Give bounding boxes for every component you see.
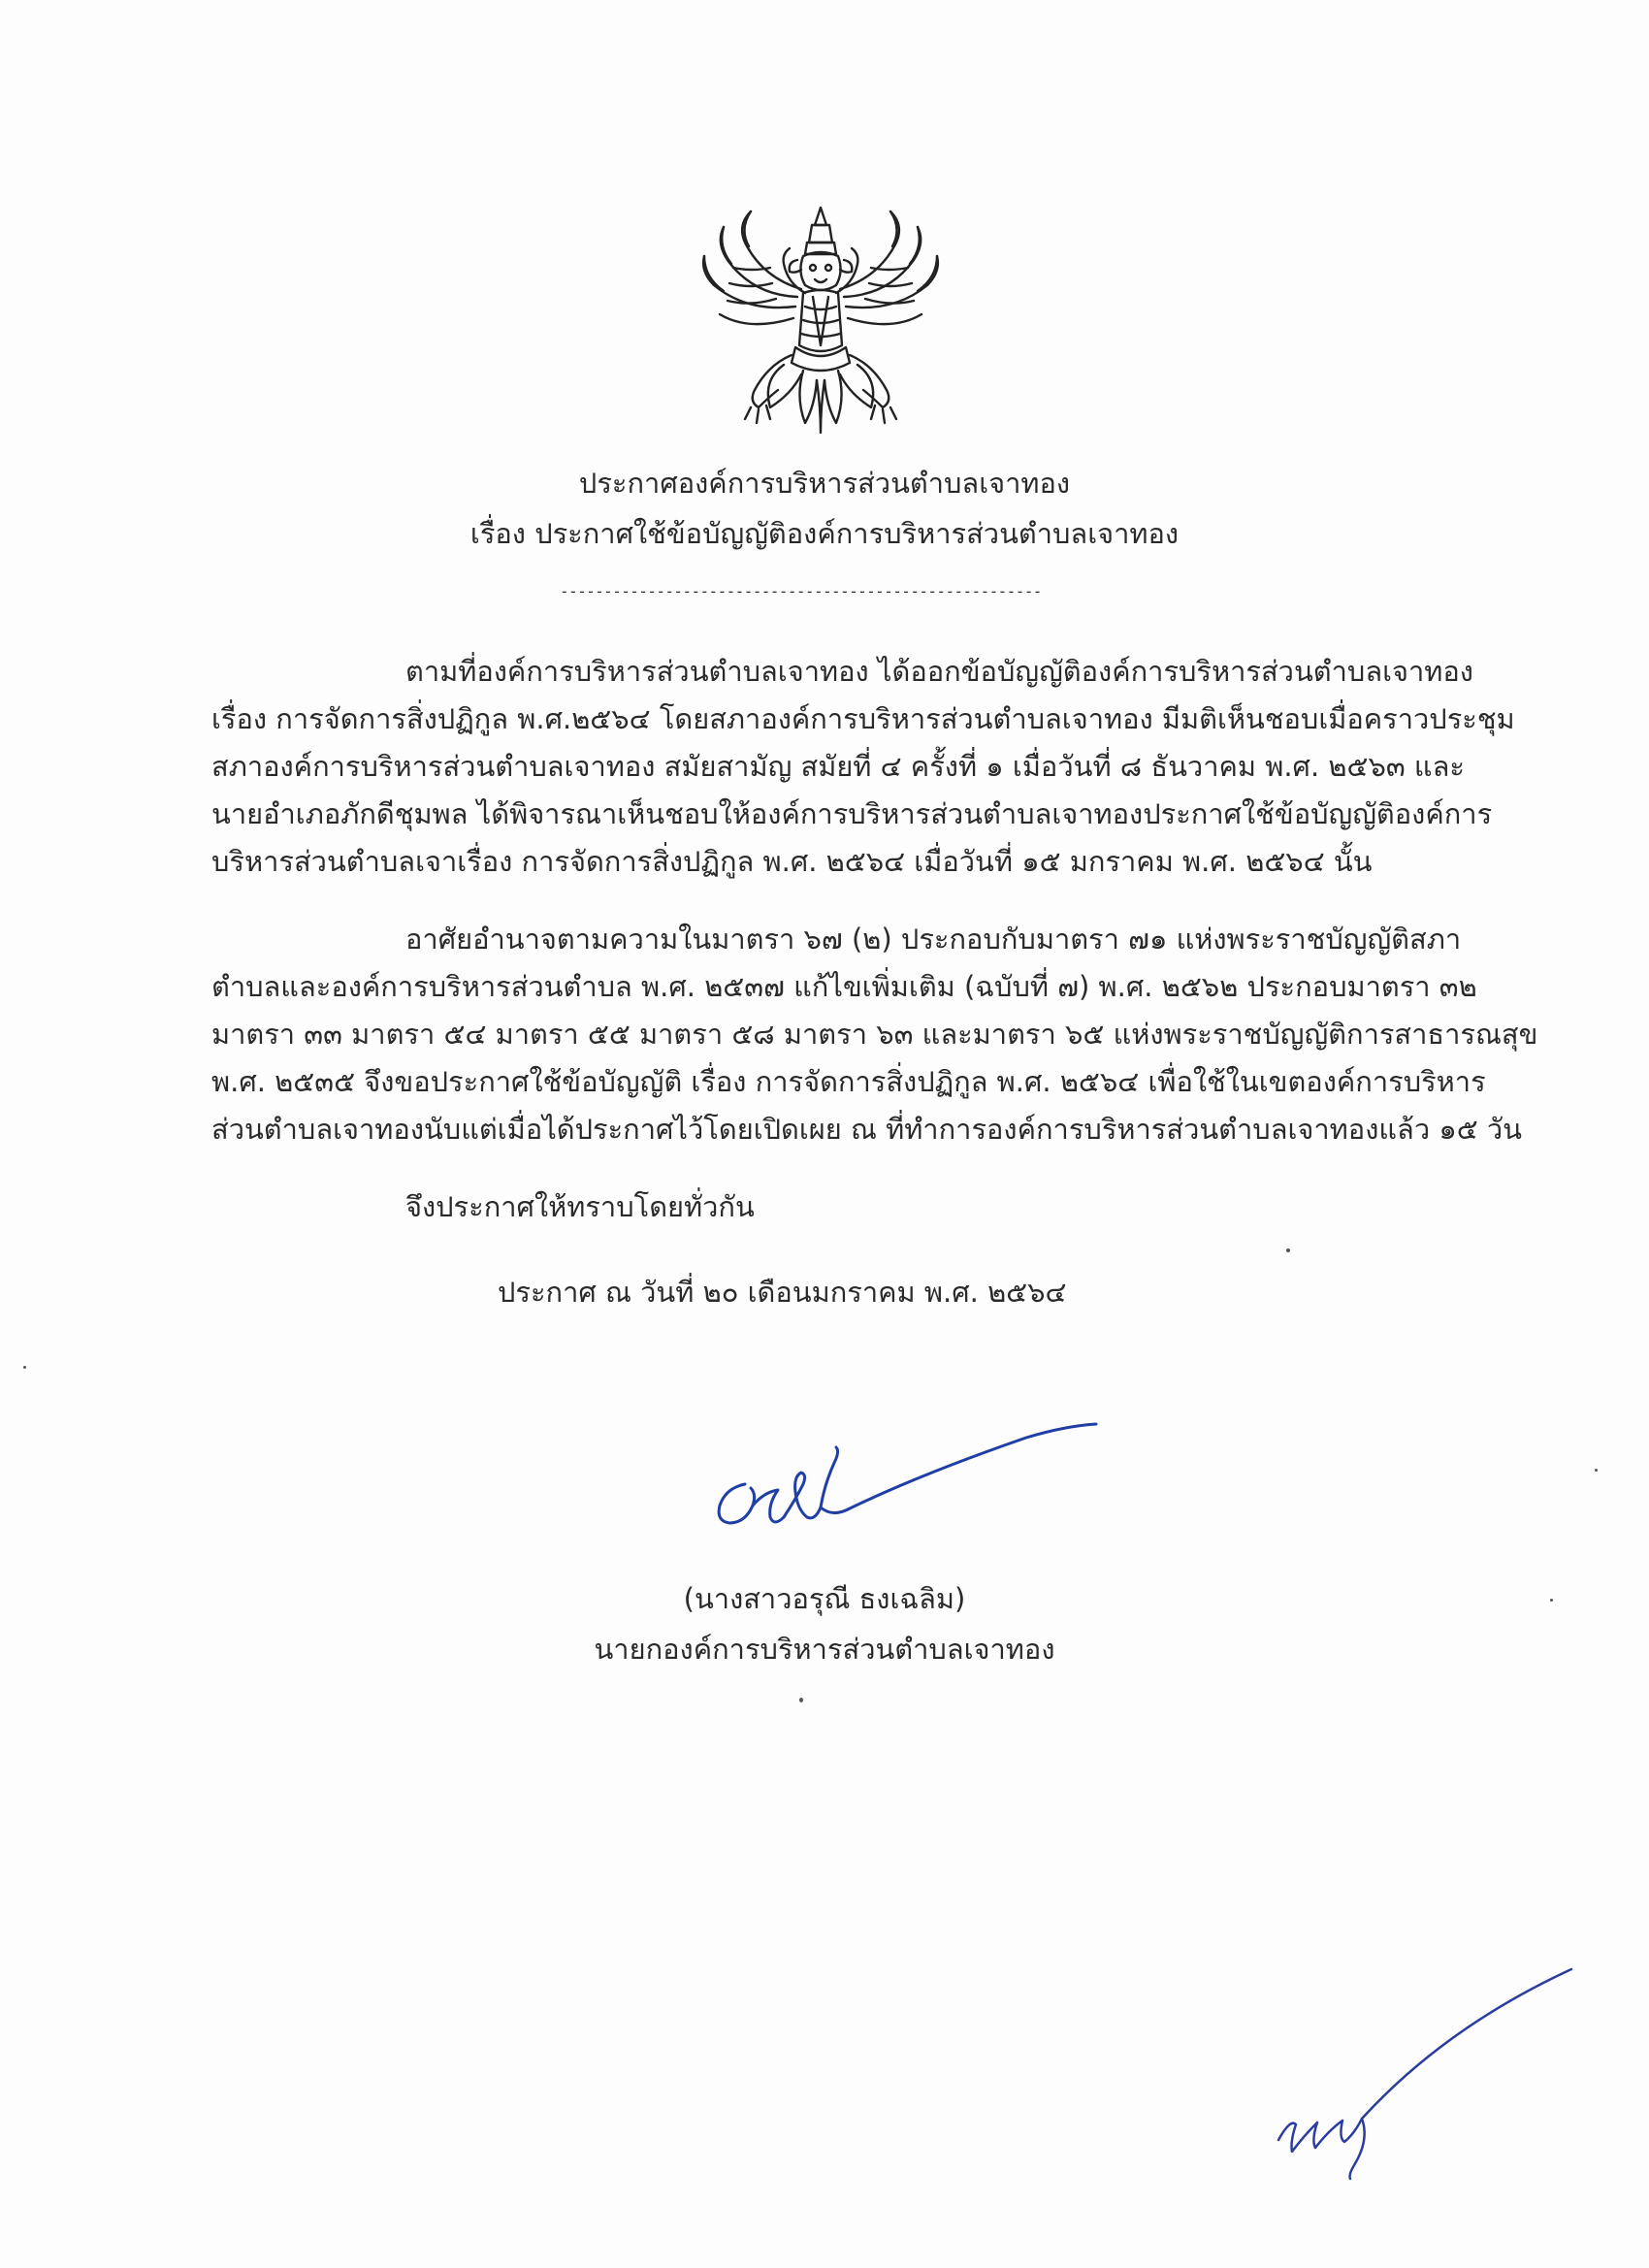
paragraph-line: เรื่อง การจัดการสิ่งปฏิกูล พ.ศ.๒๕๖๔ โดยสภาองค์การบริหารส่วนตำบลเจาทอง มีมติเห็นชอบเมื่อคราวประชุม [211, 702, 1515, 735]
scan-speck [1286, 1248, 1290, 1252]
paragraph-line: ส่วนตำบลเจาทองนับแต่เมื่อได้ประกาศไว้โดยเปิดเผย ณ ที่ทำการองค์การบริหารส่วนตำบลเจาทองแล้ว ๑๕ วัน [211, 1113, 1523, 1146]
scan-speck [1595, 1469, 1598, 1472]
signer-position: นายกองค์การบริหารส่วนตำบลเจาทอง [594, 1633, 1055, 1666]
paragraph-line: นายอำเภอภักดีชุมพล ได้พิจารณาเห็นชอบให้องค์การบริหารส่วนตำบลเจาทองประกาศใช้ข้อบัญญัติองค์การ [211, 797, 1493, 830]
announcement-date: ประกาศ ณ วันที่ ๒๐ เดือนมกราคม พ.ศ. ๒๕๖๔ [498, 1276, 1067, 1309]
announcement-subject: เรื่อง ประกาศใช้ข้อบัญญัติองค์การบริหารส่วนตำบลเจาทอง [469, 517, 1180, 550]
paragraph-line: ตำบลและองค์การบริหารส่วนตำบล พ.ศ. ๒๕๓๗ แก้ไขเพิ่มเติม (ฉบับที่ ๗) พ.ศ. ๒๕๖๒ ประกอบมาตรา ๓๒ [211, 970, 1477, 1003]
paragraph-background [211, 648, 1515, 886]
signature-icon [706, 1416, 1114, 1542]
initials-icon [1261, 1960, 1581, 2183]
paragraph-line: อาศัยอำนาจตามความในมาตรา ๖๗ (๒) ประกอบกับมาตรา ๗๑ แห่งพระราชบัญญัติสภา [405, 923, 1462, 956]
paragraph-line: พ.ศ. ๒๕๓๕ จึงขอประกาศใช้ข้อบัญญัติ เรื่อง การจัดการสิ่งปฏิกูล พ.ศ. ๒๕๖๔ เพื่อใช้ในเขตองค์การบริหาร [211, 1065, 1486, 1098]
announcement-title: ประกาศองค์การบริหารส่วนตำบลเจาทอง [578, 467, 1071, 500]
separator-line: ------------------------------------------------------- [560, 582, 1042, 600]
paragraph-line: มาตรา ๓๓ มาตรา ๕๔ มาตรา ๕๕ มาตรา ๕๘ มาตรา ๖๓ และมาตรา ๖๕ แห่งพระราชบัญญัติการสาธารณสุข [211, 1018, 1538, 1051]
paragraph-authority [211, 916, 1538, 1153]
signer-name: (นางสาวอรุณี ธงเฉลิม) [683, 1582, 966, 1615]
paragraph-line: ตามที่องค์การบริหารส่วนตำบลเจาทอง ได้ออกข้อบัญญัติองค์การบริหารส่วนตำบลเจาทอง [405, 655, 1473, 688]
paragraph-line: สภาองค์การบริหารส่วนตำบลเจาทอง สมัยสามัญ สมัยที่ ๔ ครั้งที่ ๑ เมื่อวันที่ ๘ ธันวาคม พ.ศ. ๒๕๖๓ และ [211, 750, 1465, 783]
paragraph-line: บริหารส่วนตำบลเจาเรื่อง การจัดการสิ่งปฏิกูล พ.ศ. ๒๕๖๔ เมื่อวันที่ ๑๕ มกราคม พ.ศ. ๒๕๖๔ นั้น [211, 845, 1373, 878]
scan-speck [23, 1366, 26, 1369]
closing-statement: จึงประกาศให้ทราบโดยทั่วกัน [405, 1190, 755, 1223]
garuda-emblem-icon [695, 200, 947, 446]
scan-speck [799, 1698, 803, 1702]
scan-speck [1550, 1599, 1553, 1602]
